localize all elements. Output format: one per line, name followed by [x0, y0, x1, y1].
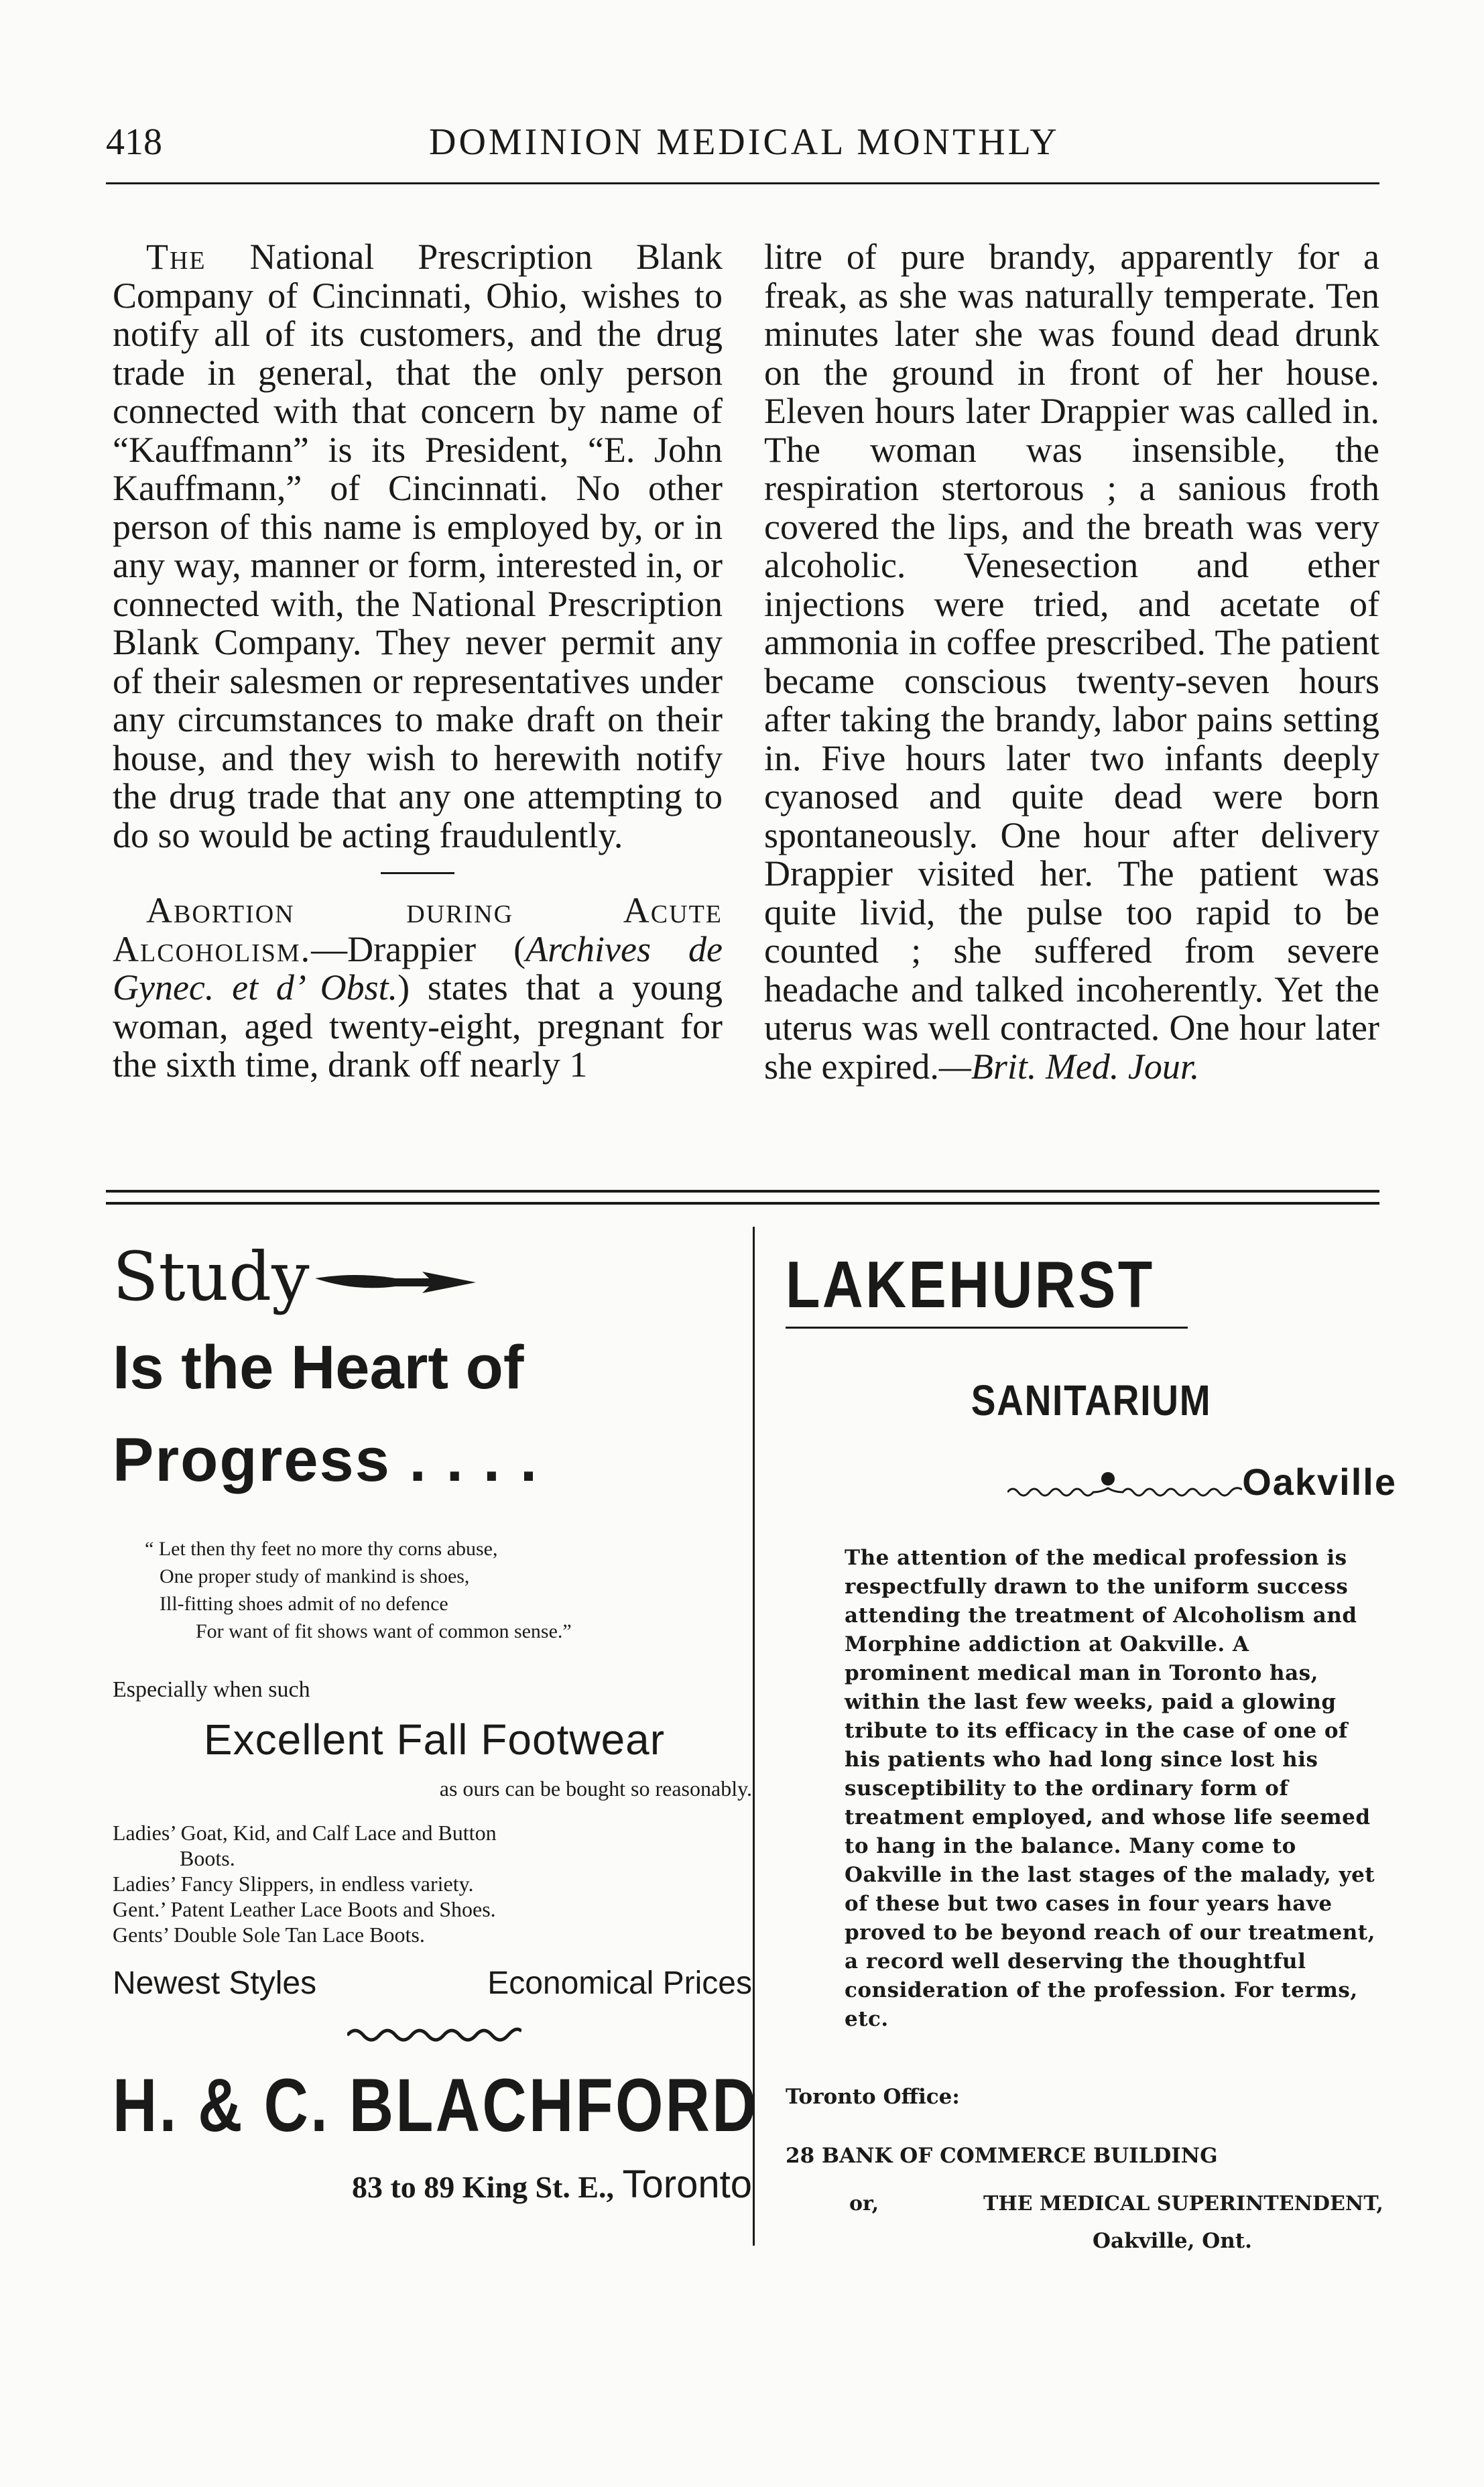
alternate-contact [786, 2192, 1397, 2216]
company-name: H. & C. BLACHFORD [113, 2063, 759, 2147]
abortion-heading: Abortion during Acute Alcoholism. [113, 890, 723, 969]
economical-prices: Economical Prices [487, 1965, 752, 2001]
office-address: 28 BANK OF COMMERCE BUILDING [786, 2144, 1218, 2168]
continuation-paragraph [764, 238, 1379, 1086]
street-address: 83 to 89 King St. E., [351, 2170, 615, 2204]
citation: —Brit. Med. Jour. [938, 1046, 1200, 1087]
product-list [113, 1820, 756, 1947]
footwear-headline: Excellent Fall Footwear [203, 1715, 666, 1764]
poem-line: One proper study of mankind is shoes, [160, 1565, 470, 1587]
page-number: 418 [106, 121, 162, 163]
oakville-heading: Oakville [1242, 1461, 1397, 1503]
poem-line: For want of fit shows want of common sense.” [196, 1620, 572, 1642]
city-name: Toronto [622, 2163, 752, 2206]
abortion-intro: —Drappier ( [311, 928, 526, 969]
especially-line: Especially when such [113, 1677, 310, 1702]
squiggle-ornament-icon [347, 2022, 521, 2042]
blachford-advertisement [113, 1237, 759, 2207]
or-label: or, [849, 2192, 879, 2216]
notice-text: National Prescription Blank Company of Cincinnati, Ohio, wishes to notify all of its customers, and the drug trade in general, that the only person connected with that concern by name of “Kauffmann” is its President, “E. John Kauffmann,” of Cincinnati. No other person of this name is employed by, or in any way, manner or form, interested in, or connected with, the National Prescription Blank Company. They never permit any of their salesmen or representatives under any circumstances to make draft on their house, and they wish to herewith notify the drug trade that any one attempting to do so would be acting fraudulently. [113, 237, 723, 855]
office-label: Toronto Office: [786, 2085, 960, 2109]
product-item: Boots. [180, 1846, 235, 1870]
study-heading [113, 1237, 756, 1316]
tagline-row [113, 1965, 756, 2002]
abortion-source: Archives de Gynec. et d’ Obst. [113, 928, 723, 1008]
ad-top-rule-1 [106, 1190, 1379, 1193]
superintendent-label: THE MEDICAL SUPERINTENDENT, [983, 2192, 1383, 2216]
sanitarium-subtitle: SANITARIUM [971, 1376, 1212, 1424]
heart-heading: Is the Heart of [113, 1333, 524, 1402]
squiggle-dot-ornament-icon [1007, 1465, 1242, 1499]
abortion-text: ) states that a young woman, aged twenty-eight, pregnant for the sixth time, drank off nearly 1 [113, 967, 723, 1085]
location-row [786, 1460, 1397, 1504]
arrow-icon [315, 1269, 476, 1296]
section-separator [381, 872, 454, 874]
poem-line: Ill-fitting shoes admit of no defence [160, 1593, 448, 1615]
journal-title: DOMINION MEDICAL MONTHLY [429, 121, 1060, 163]
notice-paragraph [113, 238, 723, 855]
poem-line: “ Let then thy feet no more thy corns abuse, [145, 1538, 498, 1560]
study-word: Study [113, 1237, 310, 1316]
article-column-right [764, 238, 1379, 1086]
product-item: Ladies’ Fancy Slippers, in endless variety. [113, 1872, 474, 1896]
abortion-paragraph [113, 892, 723, 1085]
ad-top-rule-2 [106, 1202, 1379, 1205]
product-item: Ladies’ Goat, Kid, and Calf Lace and Button [113, 1821, 497, 1845]
newest-styles: Newest Styles [113, 1965, 317, 2001]
sanitarium-description: The attention of the medical profession is respectfully drawn to the uniform success attending the treatment of Alcoholism and Morphine addiction at Oakville. A prominent medical man in Toronto has, within the last few weeks, paid a glowing tribute to its efficacy in the case of one of his patients who had long since lost his susceptibility to the ordinary form of treatment employed, and whose life seemed to hang in the balance. Many come to Oakville in the last stages of the malady, yet of these but two cases in four years have proved to be beyond reach of our treatment, a record well deserving the thoughtful consideration of the profession. For terms, etc. [845, 1546, 1375, 2031]
product-item: Gent.’ Patent Leather Lace Boots and Shoes. [113, 1897, 496, 1921]
title-underline [786, 1327, 1188, 1329]
poem-quote [145, 1535, 756, 1645]
continuation-text: litre of pure brandy, apparently for a freak, as she was naturally temperate. Ten minutes later she was found dead drunk on the ground in front of her house. Eleven hours later Drappier was called in. The woman was insensible, the respiration stertorous ; a sanious froth covered the lips, and the breath was very alcoholic. Venesection and ether injections were tried, and acetate of ammonia in coffee prescribed. The patient became conscious twenty-seven hours after taking the brandy, labor pains setting in. Five hours later two infants deeply cyanosed and quite dead were born spontaneously. One hour after delivery Drappier visited her. The patient was quite livid, the pulse too rapid to be counted ; she suffered from severe headache and talked incoherently. Yet the uterus was well contracted. One hour later she expired. [764, 237, 1379, 1087]
price-subline: as ours can be bought so reasonably. [439, 1776, 752, 1801]
notice-lead: The [146, 237, 206, 277]
lakehurst-advertisement [786, 1247, 1397, 2253]
product-item: Gents’ Double Sole Tan Lace Boots. [113, 1923, 425, 1947]
town-label: Oakville, Ont. [1093, 2229, 1252, 2253]
article-column-left [113, 238, 723, 1085]
lakehurst-title: LAKEHURST [786, 1248, 1155, 1321]
store-address [113, 2162, 756, 2207]
progress-heading: Progress . . . . [113, 1426, 539, 1494]
header-rule [106, 182, 1379, 184]
